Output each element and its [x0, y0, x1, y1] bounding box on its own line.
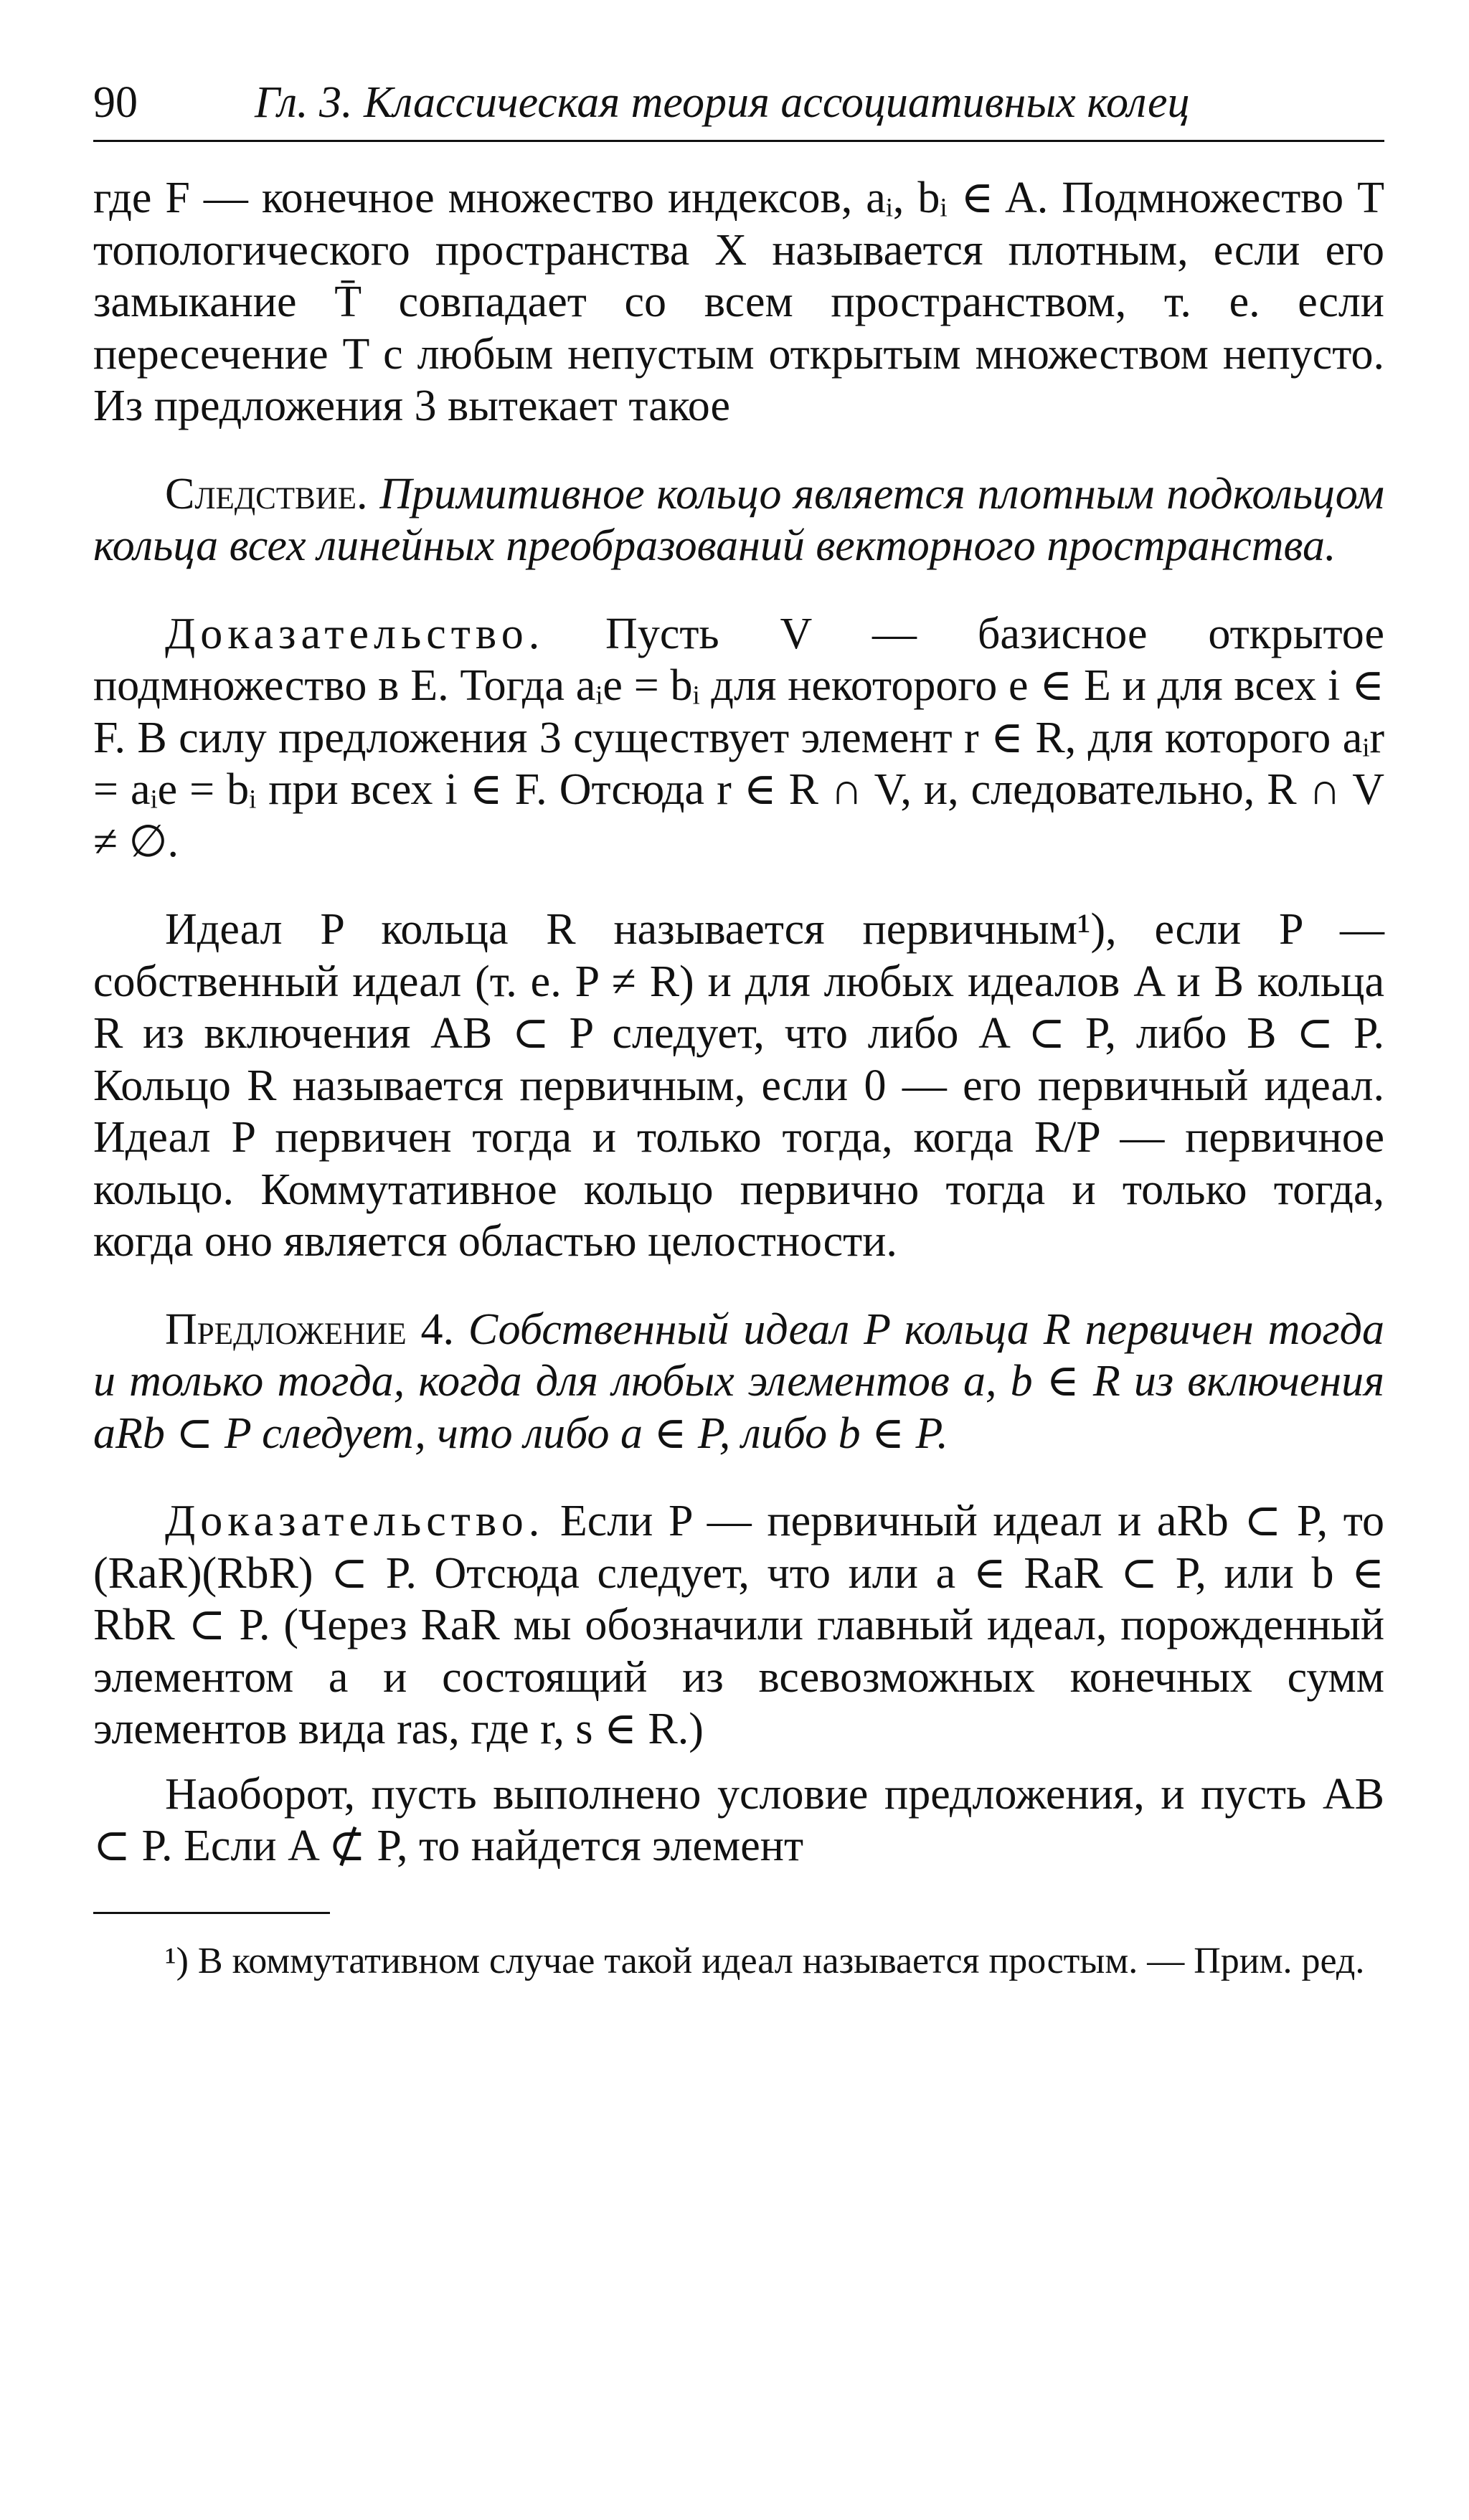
proposition-4 [93, 1304, 1384, 1460]
paragraph-converse: Наоборот, пусть выполнено условие предложения, и пусть AB ⊂ P. Если A ⊄ P, то найдется элемент [93, 1769, 1384, 1870]
proof-1-heading: Доказательство. [165, 609, 545, 658]
proof-2 [93, 1495, 1384, 1756]
proposition-4-statement: Собственный идеал P кольца R первичен тогда и только тогда, когда для любых элементов a, b ∈ R из включения aRb ⊂ P следует, что либо a ∈ P, либо b ∈ P. [93, 1304, 1385, 1458]
footnote [93, 1938, 1384, 1984]
paragraph-prime-ideal: Идеал P кольца R называется первичным¹), если P — собственный идеал (т. е. P ≠ R) и для любых идеалов A и B кольца R из включения AB ⊂ P следует, что либо A ⊂ P, либо B ⊂ P. Кольцо R называется первичным, если 0 — его первичный идеал. Идеал P первичен тогда и только тогда, когда R/P — первичное кольцо. Коммутативное кольцо первично тогда и только тогда, когда оно является областью целостности. [93, 905, 1384, 1266]
paragraph-1: где F — конечное множество индексов, aᵢ, bᵢ ∈ A. Подмножество T топологического пространства X называется плотным, если его замыкание T̄ совпадает со всем пространством, т. е. если пересечение T с любым непустым открытым множеством непусто. Из предложения 3 вытекает такое [93, 174, 1384, 430]
proof-2-text: Если P — первичный идеал и aRb ⊂ P, то (RaR)(RbR) ⊂ P. Отсюда следует, что или a ∈ RaR ⊂ P, или b ∈ RbR ⊂ P. (Через RaR мы обозначили главный идеал, порожденный элементом a и состоящий из всевозможных конечных сумм элементов вида ras, где r, s ∈ R.) [93, 1497, 1384, 1753]
corollary-statement: Примитивное кольцо является плотным подкольцом кольца всех линейных преобразований векторного пространства. [93, 469, 1385, 570]
page-number: 90 [93, 78, 138, 127]
proof-1 [93, 608, 1384, 868]
page-header [93, 72, 1384, 142]
corollary-heading: Следствие. [165, 469, 368, 518]
footnote-rule [93, 1912, 330, 1914]
book-page [93, 72, 1384, 1984]
proposition-4-heading: Предложение 4. [165, 1304, 454, 1354]
footnote-marker: ¹) [165, 1940, 189, 1981]
corollary [93, 468, 1384, 572]
proof-2-heading: Доказательство. [165, 1497, 545, 1545]
page-body [93, 172, 1384, 1984]
running-title: Гл. 3. Классическая теория ассоциативных колец [255, 78, 1190, 127]
footnote-text: В коммутативном случае такой идеал называется простым. — Прим. ред. [197, 1940, 1365, 1981]
proof-1-text: Пусть V — базисное открытое подмножество в E. Тогда aᵢe = bᵢ для некоторого e ∈ E и для всех i ∈ F. В силу предложения 3 существует элемент r ∈ R, для которого aᵢr = aᵢe = bᵢ при всех i ∈ F. Отсюда r ∈ R ∩ V, и, следовательно, R ∩ V ≠ ∅. [93, 609, 1385, 866]
